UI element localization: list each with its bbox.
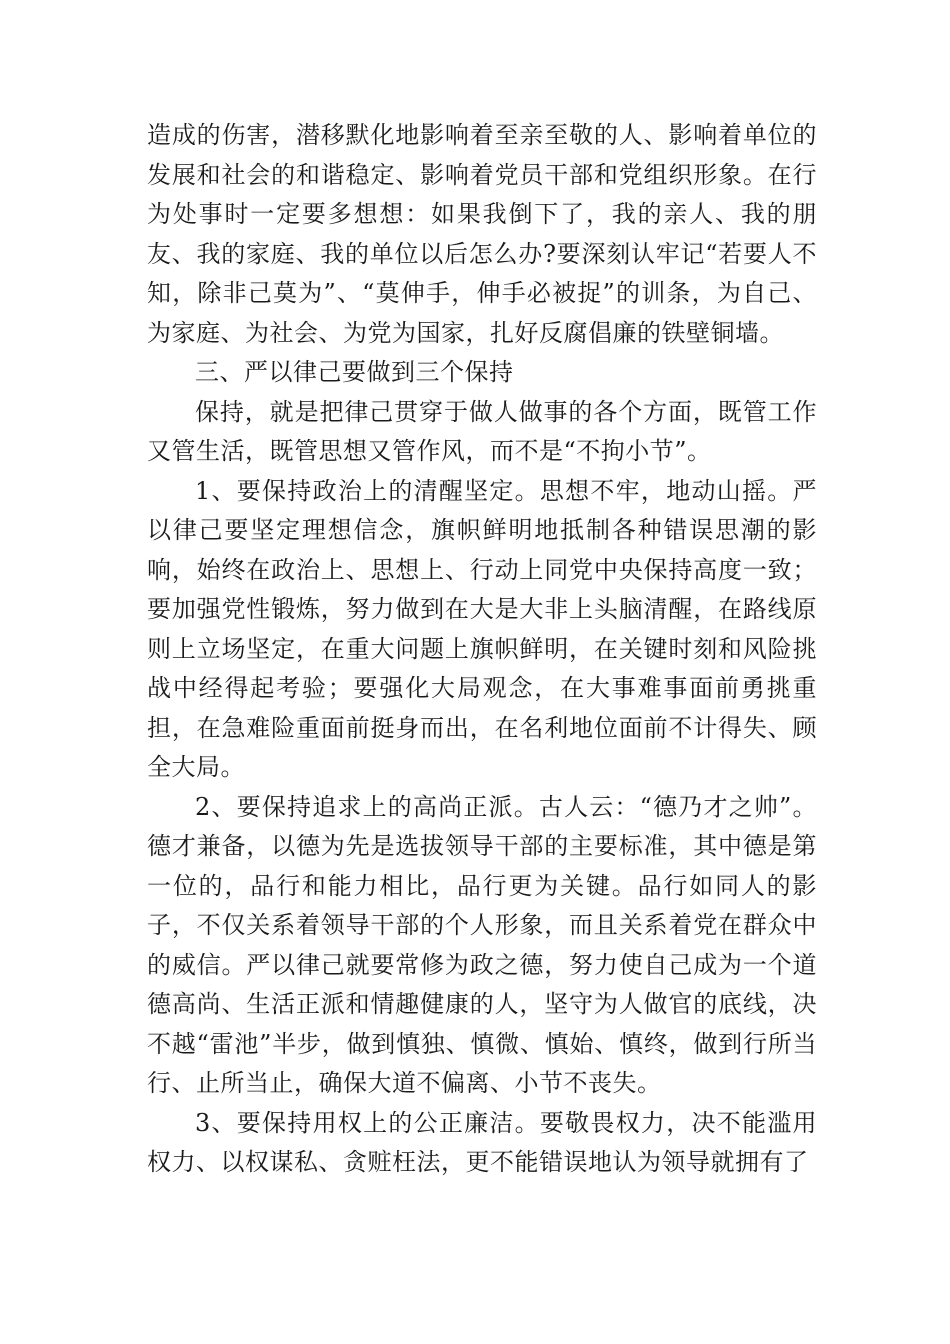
- paragraph-point-1: 1、要保持政治上的清醒坚定。思想不牢，地动山摇。严以律己要坚定理想信念，旗帜鲜明地抵制各种错误思潮的影响，始终在政治上、思想上、行动上同党中央保持高度一致；要加强党性锻炼，努力做到在大是大非上头脑清醒，在路线原则上立场坚定，在重大问题上旗帜鲜明，在关键时刻和风险挑战中经得起考验；要强化大局观念，在大事难事面前勇挑重担，在急难险重面前挺身而出，在名利地位面前不计得失、顾全大局。: [147, 476, 817, 781]
- section-heading: 三、严以律己要做到三个保持: [195, 358, 514, 386]
- document-body: [147, 116, 817, 1183]
- paragraph-point-3: 3、要保持用权上的公正廉洁。要敬畏权力，决不能滥用权力、以权谋私、贪赃枉法，更不能错误地认为领导就拥有了: [147, 1108, 817, 1176]
- paragraph-intro: 保持，就是把律己贯穿于做人做事的各个方面，既管工作又管生活，既管思想又管作风，而不是“不拘小节”。: [147, 397, 817, 465]
- paragraph-continuation: 造成的伤害，潜移默化地影响着至亲至敬的人、影响着单位的发展和社会的和谐稳定、影响着党员干部和党组织形象。在行为处事时一定要多想想：如果我倒下了，我的亲人、我的朋友、我的家庭、我的单位以后怎么办?要深刻认牢记“若要人不知，除非己莫为”、“莫伸手，伸手必被捉”的训条，为自己、为家庭、为社会、为党为国家，扎好反腐倡廉的铁壁铜墙。: [147, 121, 817, 347]
- paragraph-point-2: 2、要保持追求上的高尚正派。古人云：“德乃才之帅”。德才兼备，以德为先是选拔领导干部的主要标准，其中德是第一位的，品行和能力相比，品行更为关键。品行如同人的影子，不仅关系着领导干部的个人形象，而且关系着党在群众中的威信。严以律己就要常修为政之德，努力使自己成为一个道德高尚、生活正派和情趣健康的人，坚守为人做官的底线，决不越“雷池”半步，做到慎独、慎微、慎始、慎终，做到行所当行、止所当止，确保大道不偏离、小节不丧失。: [147, 792, 817, 1097]
